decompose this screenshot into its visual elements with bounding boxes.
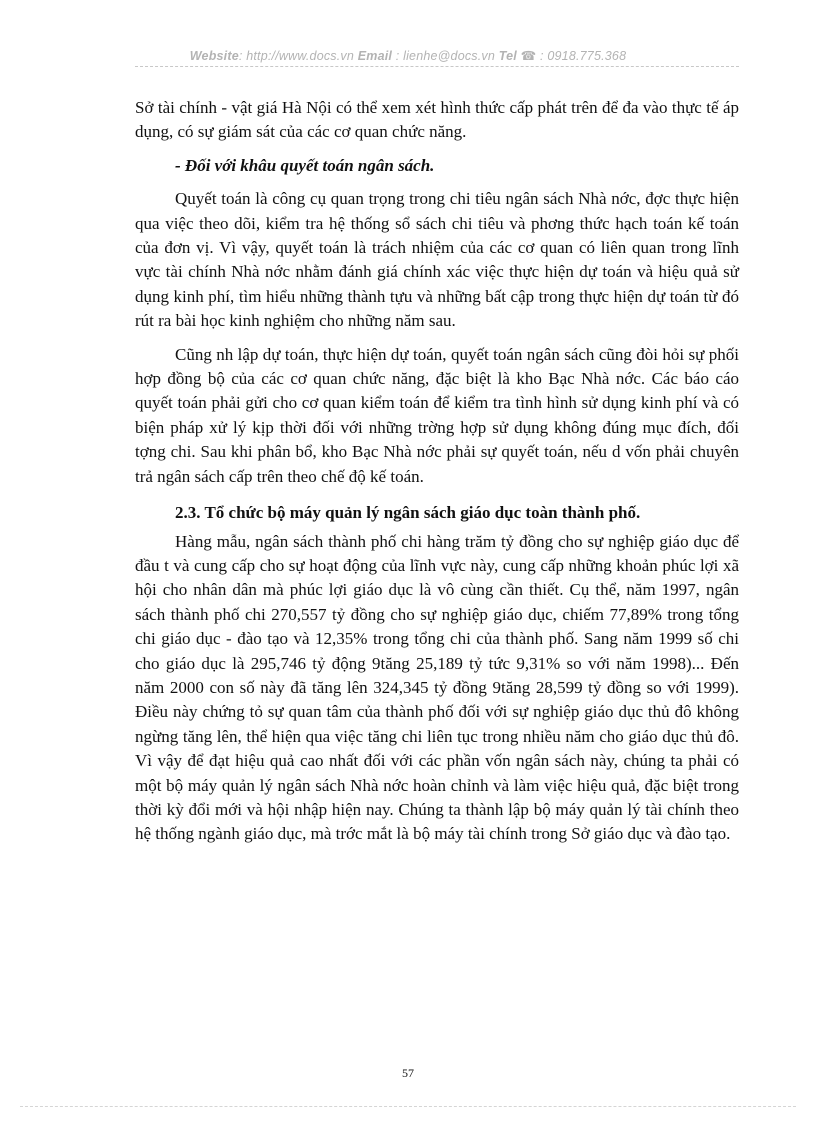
- document-body: [135, 96, 739, 847]
- paragraph-2: Quyết toán là công cụ quan trọng trong chi tiêu ngân sách Nhà nớc, đợc thực hiện qua việc theo dõi, kiểm tra hệ thống sổ sách chi tiêu và phơng thức hạch toán kế toán của đơn vị. Vì vậy, quyết toán là trách nhiệm của các cơ quan có liên quan trong lĩnh vực tài chính Nhà nớc nhằm đánh giá chính xác việc thực hiện dự toán và hiệu quả sử dụng kinh phí, tìm hiểu những thành tựu và những bất cập trong thực hiện dự toán từ đó rút ra bài học kinh nghiệm cho những năm sau.: [135, 189, 739, 331]
- paragraph-3: Cũng nh lập dự toán, thực hiện dự toán, quyết toán ngân sách cũng đòi hỏi sự phối hợp đồng bộ của các cơ quan chức năng, đặc biệt là kho Bạc Nhà nớc. Các báo cáo quyết toán phải gửi cho cơ quan kiểm toán để kiểm tra tình hình sử dụng kinh phí và có biện pháp xử lý kịp thời đối với những trờng hợp sử dụng không đúng mục đích, đối tợng chi. Sau khi phân bổ, kho Bạc Nhà nớc phải sự quyết toán, nếu d vốn phải chuyên trả ngân sách cấp trên theo chế độ kế toán.: [135, 344, 739, 486]
- header-tel-label: Tel ☎: [498, 49, 537, 63]
- header-tel-value: : 0918.775.368: [536, 49, 627, 63]
- header-email-value: : lienhe@docs.vn: [392, 49, 499, 63]
- page-header: [0, 48, 816, 63]
- footer-divider: [20, 1106, 796, 1107]
- header-email-label: Email: [357, 49, 393, 63]
- paragraph-4: Hàng mẫu, ngân sách thành phố chi hàng trăm tỷ đồng cho sự nghiệp giáo dục để đầu t và cung cấp cho sự hoạt động của lĩnh vực này, cung cấp những khoản phúc lợi xã hội cho nhân dân mà phúc lợi giáo dục là vô cùng cần thiết. Cụ thể, năm 1997, ngân sách thành phố chi 270,557 tỷ đồng cho sự nghiệp giáo dục, chiếm 77,89% trong tổng chi giáo dục - đào tạo và 12,35% trong tổng chi của thành phố. Sang năm 1999 số chi cho giáo dục là 295,746 tỷ động 9tăng 25,189 tỷ tức 9,31% so với năm 1998)... Đến năm 2000 con số này đã tăng lên 324,345 tỷ đồng 9tăng 28,599 tỷ đồng so với 1999). Điều này chứng tỏ sự quan tâm của thành phố đối với sự nghiệp giáo dục thủ đô không ngừng tăng lên, thể hiện qua việc tăng chi liên tục trong nhiều năm cho giáo dục thủ đô. Vì vậy để đạt hiệu quả cao nhất đối với các phần vốn ngân sách này, chúng ta phải có một bộ máy quản lý ngân sách Nhà nớc hoàn chỉnh và làm việc hiệu quả, đặc biệt trong thời kỳ đổi mới và hội nhập hiện nay. Chúng ta thành lập bộ máy quản lý tài chính theo hệ thống ngành giáo dục, mà trớc mắt là bộ máy tài chính trong Sở giáo dục và đào tạo.: [135, 531, 739, 844]
- header-website-url: : http://www.docs.vn: [238, 49, 358, 63]
- section-heading: 2.3. Tổ chức bộ máy quản lý ngân sách giáo dục toàn thành phố.: [175, 503, 641, 523]
- subheading: - Đối với khâu quyết toán ngân sách.: [175, 155, 435, 175]
- header-website-label: Website: [189, 49, 239, 63]
- header-divider: [135, 66, 739, 67]
- paragraph-1: Sở tài chính - vật giá Hà Nội có thể xem xét hình thức cấp phát trên để đa vào thực tế áp dụng, có sự giám sát của các cơ quan chức năng.: [135, 98, 739, 142]
- page-number: 57: [402, 1066, 414, 1080]
